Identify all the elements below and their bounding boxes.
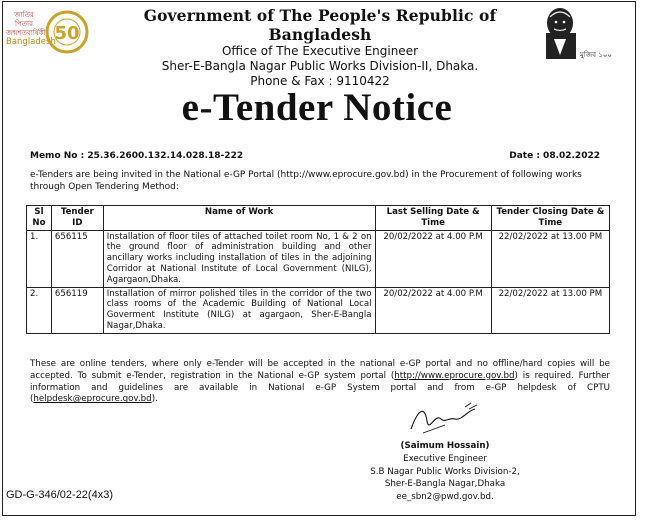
header-sl: Sl No bbox=[27, 206, 52, 231]
signatory-location: Sher-E-Bangla Nagar,Dhaka bbox=[384, 479, 506, 490]
office-title: Office of The Executive Engineer bbox=[221, 44, 419, 58]
cell-work: Installation of mirror polished tiles in the corridor of the two class rooms of the Academic Building of National Local Goverment Institute (NILG) at agargaon, Sher-E-Bangla Nagar,Dhaka. bbox=[103, 287, 375, 333]
note-part-3: ). bbox=[151, 394, 158, 405]
header-last-selling: Last Selling Date & Time bbox=[375, 206, 491, 231]
signatory-name: (Saimum Hossain) bbox=[400, 441, 490, 451]
tender-note bbox=[30, 359, 610, 406]
portal-link[interactable]: http://www.eprocure.gov.bd bbox=[394, 370, 515, 381]
reference-code: GD-G-346/02-22(4x3) bbox=[6, 489, 113, 501]
cell-closing: 22/02/2022 at 13.00 PM bbox=[491, 287, 609, 333]
portrait-caption: মুজিব ১০০ bbox=[580, 51, 612, 59]
cell-tender-id: 656119 bbox=[51, 287, 103, 333]
memo-number: Memo No : 25.36.2600.132.14.028.18-222 bbox=[30, 151, 244, 161]
notice-date: Date : 08.02.2022 bbox=[509, 151, 600, 161]
signatory-block bbox=[330, 440, 560, 504]
cell-last-selling: 20/02/2022 at 4.00 P.M bbox=[375, 230, 491, 287]
note-part-2: ) is required. Further information and guidelines are available in National e-GP System portal and from e-GP helpdesk of CPTU ( bbox=[30, 370, 611, 405]
portrait-emblem bbox=[540, 3, 616, 61]
cell-tender-id: 656115 bbox=[51, 230, 103, 287]
helpdesk-email-link[interactable]: helpdesk@eprocure.gov.bd bbox=[33, 394, 152, 405]
table-row bbox=[27, 287, 610, 333]
jubilee-number: 50 bbox=[54, 23, 80, 44]
page-title: e-Tender Notice bbox=[181, 86, 453, 129]
phone-fax: Phone & Fax : 9110422 bbox=[250, 74, 390, 88]
tender-table bbox=[26, 205, 610, 334]
table-header-row bbox=[27, 206, 610, 231]
signature-mark bbox=[405, 399, 485, 439]
division-title: Sher-E-Bangla Nagar Public Works Division-II, Dhaka. bbox=[161, 59, 479, 73]
jubilee-logo bbox=[6, 5, 94, 57]
cell-last-selling: 20/02/2022 at 4.00 P.M bbox=[375, 287, 491, 333]
jubilee-50-emblem bbox=[44, 9, 90, 55]
logo-country-text: Bangladesh bbox=[6, 37, 56, 47]
cell-work: Installation of floor tiles of attached toilet room No, 1 & 2 on the ground floor of administration building and other ancillary works including installation of tiles in the adjoining Corridor at National Institute of Local Government (NILG), Agargaon,Dhaka. bbox=[103, 230, 375, 287]
government-title: Government of The People's Republic of Bangladesh bbox=[143, 6, 497, 44]
signatory-email[interactable]: ee_sbn2@pwd.gov.bd. bbox=[396, 492, 494, 503]
signatory-division: S.B Nagar Public Works Division-2, bbox=[370, 466, 520, 477]
cell-sl: 2. bbox=[27, 287, 52, 333]
header bbox=[90, 6, 550, 89]
logo-bangla-text: জাতির পিতার জন্মশতবার্ষিকী bbox=[6, 11, 46, 37]
table-row bbox=[27, 230, 610, 287]
note-part-1: These are online tenders, where only e-Tender will be accepted in the national e-GP portal and no offline/hard copies will be accepted. To submit e-Tender, registration in the National e-GP system portal ( bbox=[30, 359, 610, 381]
signatory-designation: Executive Engineer bbox=[403, 453, 487, 464]
header-name-of-work: Name of Work bbox=[103, 206, 375, 231]
cell-closing: 22/02/2022 at 13.00 PM bbox=[491, 230, 609, 287]
cell-sl: 1. bbox=[27, 230, 52, 287]
header-tender-id: Tender ID bbox=[51, 206, 103, 231]
header-closing: Tender Closing Date & Time bbox=[491, 206, 609, 231]
intro-text: e-Tenders are being invited in the National e-GP Portal (http://www.eprocure.gov.bd) in the Procurement of following works through Open Tendering Method: bbox=[30, 170, 582, 192]
